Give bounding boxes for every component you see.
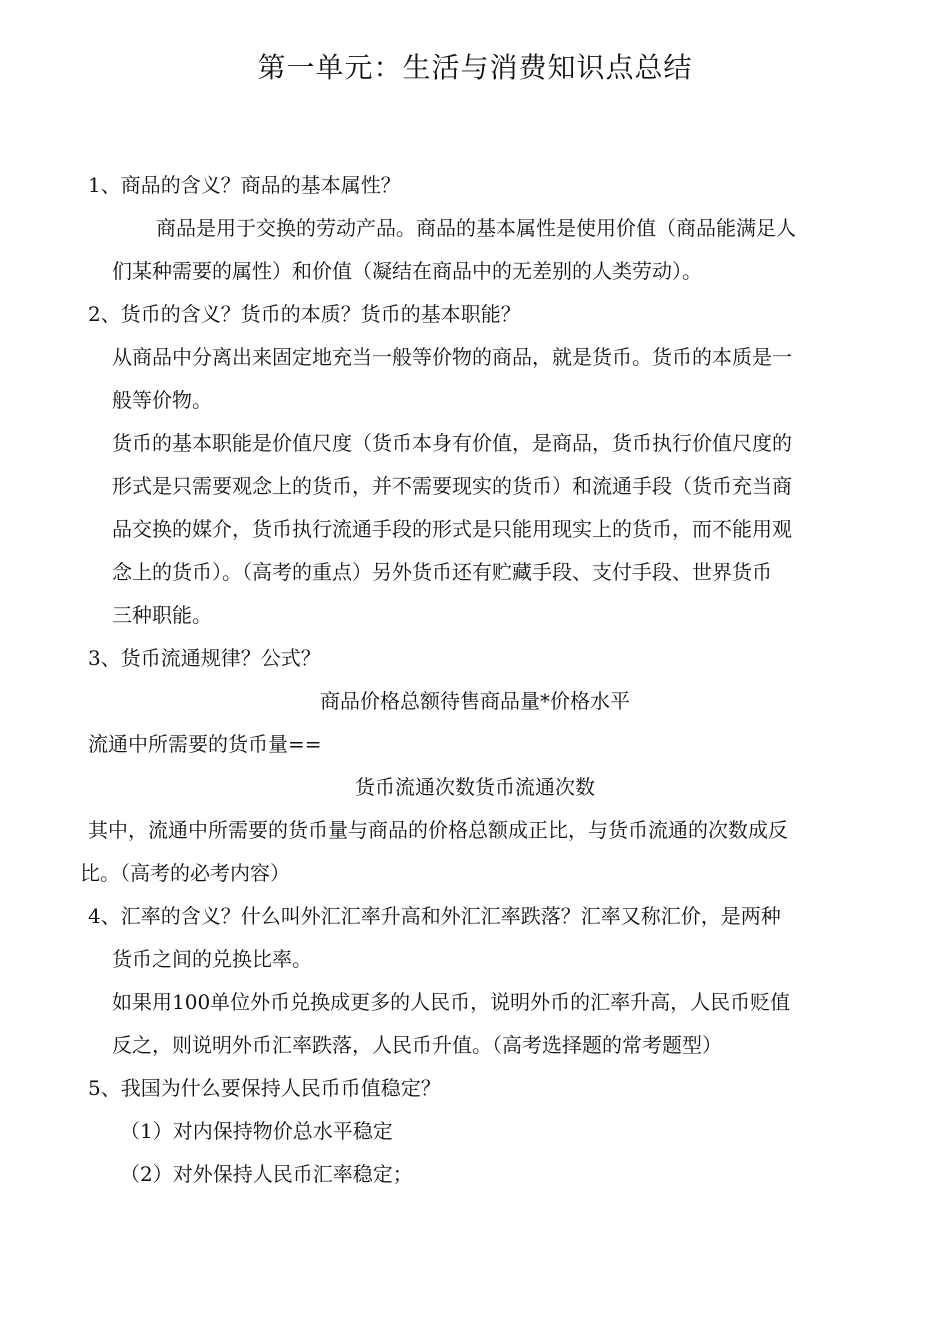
- answer-5-item-1: （1）对内保持物价总水平稳定: [120, 1119, 393, 1143]
- answer-2-line-4: 形式是只需要观念上的货币，并不需要现实的货币）和流通手段（货币充当商: [112, 474, 792, 498]
- answer-2-line-7: 三种职能。: [112, 603, 212, 627]
- document-title: 第一单元：生活与消费知识点总结: [257, 51, 693, 84]
- answer-2-line-5: 品交换的媒介，货币执行流通手段的形式是只能用现实上的货币，而不能用观: [112, 517, 792, 541]
- question-2: 2、货币的含义？货币的本质？货币的基本职能？: [88, 302, 521, 326]
- question-5: 5、我国为什么要保持人民币币值稳定？: [88, 1076, 441, 1100]
- answer-2-line-1: 从商品中分离出来固定地充当一般等价物的商品，就是货币。货币的本质是一: [112, 345, 792, 369]
- answer-1-line-2: 们某种需要的属性）和价值（凝结在商品中的无差别的人类劳动）。: [112, 259, 702, 283]
- answer-4-line-1: 货币之间的兑换比率。: [112, 947, 312, 971]
- answer-4-line-2: 如果用100单位外币兑换成更多的人民币，说明外币的汇率升高，人民币贬值: [112, 990, 791, 1014]
- answer-2-line-3: 货币的基本职能是价值尺度（货币本身有价值，是商品，货币执行价值尺度的: [112, 431, 792, 455]
- answer-2-line-2: 般等价物。: [112, 388, 212, 412]
- answer-3-line-1: 其中，流通中所需要的货币量与商品的价格总额成正比，与货币流通的次数成反: [88, 818, 788, 842]
- answer-1-line-1: 商品是用于交换的劳动产品。商品的基本属性是使用价值（商品能满足人: [156, 216, 796, 240]
- answer-3-line-2: 比。（高考的必考内容）: [80, 861, 290, 885]
- answer-2-line-6: 念上的货币）。（高考的重点）另外货币还有贮藏手段、支付手段、世界货币: [112, 560, 772, 584]
- formula-numerator: 商品价格总额待售商品量*价格水平: [320, 689, 630, 713]
- formula-denominator: 货币流通次数货币流通次数: [355, 775, 595, 799]
- answer-5-item-2: （2）对外保持人民币汇率稳定；: [120, 1162, 413, 1186]
- question-1: 1、商品的含义？商品的基本属性？: [88, 173, 401, 197]
- answer-4-line-3: 反之，则说明外币汇率跌落，人民币升值。（高考选择题的常考题型）: [112, 1033, 722, 1057]
- question-4: 4、汇率的含义？什么叫外汇汇率升高和外汇汇率跌落？汇率又称汇价，是两种: [88, 904, 781, 928]
- question-3: 3、货币流通规律？公式？: [88, 646, 321, 670]
- formula-left-side: 流通中所需要的货币量==: [88, 732, 322, 756]
